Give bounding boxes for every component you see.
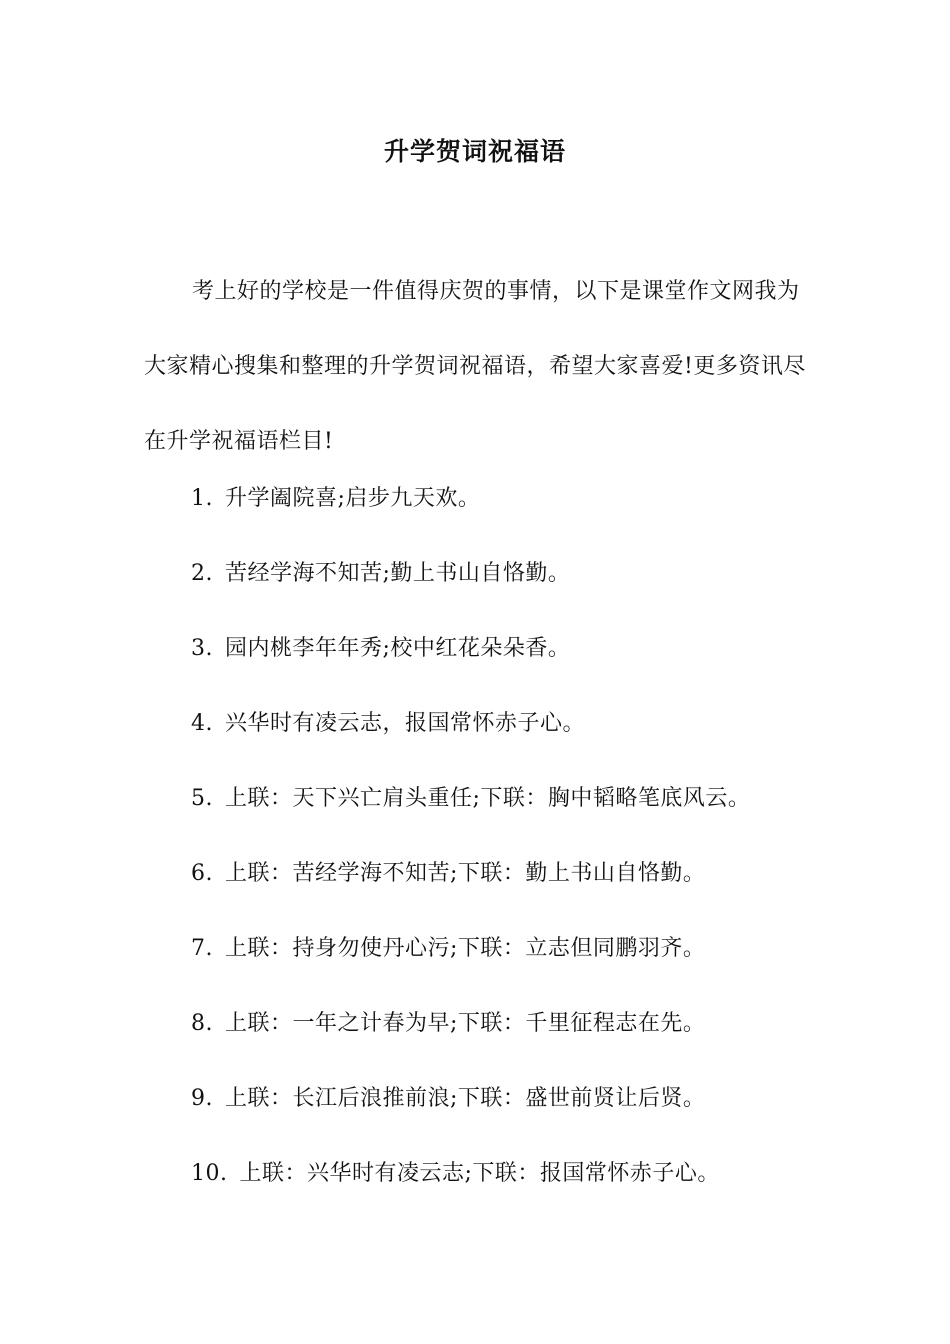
item-text: 升学阖院喜;启步九天欢。 xyxy=(225,486,481,511)
item-number: 1. xyxy=(191,486,213,511)
item-number: 6. xyxy=(191,861,213,886)
item-number: 5. xyxy=(191,786,213,811)
item-number: 8. xyxy=(191,1011,213,1036)
item-text: 上联：一年之计春为早;下联：千里征程志在先。 xyxy=(225,1011,706,1036)
list-item xyxy=(191,1082,705,1116)
list-item xyxy=(191,1157,720,1191)
item-text: 上联：兴华时有凌云志;下联：报国常怀赤子心。 xyxy=(239,1161,720,1186)
document-title: 升学贺词祝福语 xyxy=(383,137,566,166)
list-item xyxy=(191,1007,705,1041)
list-item xyxy=(191,932,705,966)
item-text: 上联：苦经学海不知苦;下联：勤上书山自恪勤。 xyxy=(225,861,706,886)
list-item xyxy=(191,782,750,816)
list-item xyxy=(191,557,570,591)
item-number: 3. xyxy=(191,636,213,661)
item-number: 2. xyxy=(191,561,213,586)
list-item xyxy=(191,857,705,891)
list-item xyxy=(191,707,585,741)
item-text: 园内桃李年年秀;校中红花朵朵香。 xyxy=(225,636,571,661)
list-item xyxy=(191,632,570,666)
item-number: 9. xyxy=(191,1086,213,1111)
item-text: 兴华时有凌云志，报国常怀赤子心。 xyxy=(225,711,586,736)
item-text: 苦经学海不知苦;勤上书山自恪勤。 xyxy=(225,561,571,586)
item-text: 上联：长江后浪推前浪;下联：盛世前贤让后贤。 xyxy=(225,1086,706,1111)
item-number: 4. xyxy=(191,711,213,736)
intro-paragraph: 考上好的学校是一件值得庆贺的事情，以下是课堂作文网我为大家精心搜集和整理的升学贺词祝福语，希望大家喜爱!更多资讯尽在升学祝福语栏目! xyxy=(144,279,806,454)
list-item xyxy=(191,482,480,516)
item-text: 上联：天下兴亡肩头重任;下联：胸中韬略笔底风云。 xyxy=(225,786,751,811)
item-number: 7. xyxy=(191,936,213,961)
item-text: 上联：持身勿使丹心污;下联：立志但同鹏羽齐。 xyxy=(225,936,706,961)
item-number: 10. xyxy=(191,1161,228,1186)
